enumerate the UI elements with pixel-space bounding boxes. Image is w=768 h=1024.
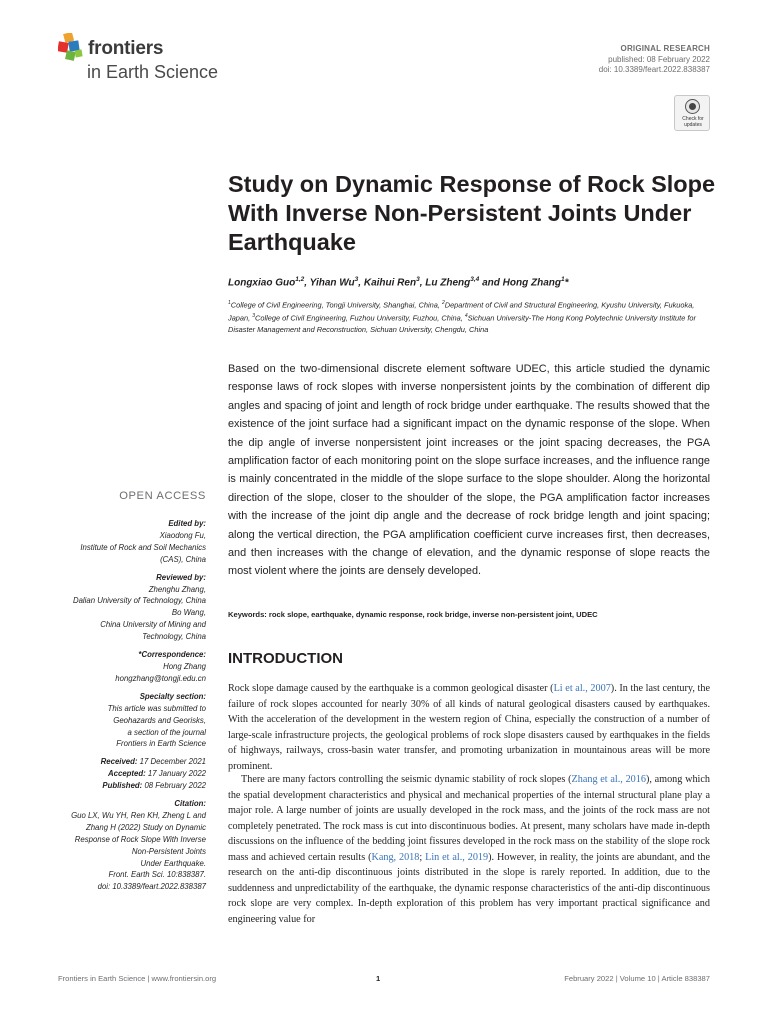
sidebar-line: China University of Mining and xyxy=(100,620,206,630)
citation-link[interactable]: Lin et al., 2019 xyxy=(425,851,489,863)
sidebar-line: Bo Wang, xyxy=(171,608,206,618)
sidebar-line: Zhang H (2022) Study on Dynamic xyxy=(85,822,206,832)
sidebar-line: Technology, China xyxy=(142,632,206,642)
author-name[interactable]: Lu Zheng xyxy=(425,277,471,289)
affiliation-number: 3 xyxy=(252,313,256,320)
reviewer-info xyxy=(40,584,206,644)
section-heading-introduction: INTRODUCTION xyxy=(228,650,343,667)
author-affiliation-number: 3,4 xyxy=(470,276,480,283)
affiliations xyxy=(228,298,718,336)
footer-issue: February 2022 | Volume 10 | Article 838387 xyxy=(564,974,710,983)
specialty-section-info xyxy=(40,703,206,751)
journal-logo xyxy=(58,33,238,83)
keywords: Keywords: rock slope, earthquake, dynamic response, rock bridge, inverse non-persistent joint, UDEC xyxy=(228,610,598,619)
frontiers-logo-icon xyxy=(58,33,84,63)
citation-link[interactable]: Li et al., 2007 xyxy=(553,683,611,694)
author-affiliation-number: 3 xyxy=(354,276,359,283)
article-sidebar xyxy=(40,518,206,893)
logo-journal-name: in Earth Science xyxy=(87,62,219,82)
reviewed-by-label: Reviewed by: xyxy=(156,572,206,582)
affiliation-text: Sichuan University-The Hong Kong Polytechnic University Institute for Disaster Management and Reconstruction, Sichuan University, Chengdu, China xyxy=(228,313,696,335)
editor-info xyxy=(40,530,206,566)
citation-info xyxy=(40,810,206,893)
author-list: Longxiao Guo$^{1,2}$, Yihan Wu$^3$, Kaihui Ren$^3$, Lu Zheng$^{3,4}$ and Hong Zhang$^1$* xyxy=(228,276,569,289)
citation-link[interactable]: Zhang et al., 2016 xyxy=(571,774,646,785)
article-doi[interactable]: doi: 10.3389/feart.2022.838387 xyxy=(598,65,710,74)
check-updates-label: Check for updates xyxy=(682,116,704,128)
sidebar-line: Institute of Rock and Soil Mechanics xyxy=(80,542,206,552)
citation-link[interactable]: Kang, 2018 xyxy=(371,851,420,863)
footer-journal[interactable]: Frontiers in Earth Science | www.frontiersin.org xyxy=(58,974,217,983)
sidebar-line: This article was submitted to xyxy=(107,703,206,713)
affiliation-number: 2 xyxy=(441,300,445,306)
sidebar-line: Non-Persistent Joints xyxy=(131,846,206,856)
article-meta xyxy=(599,44,710,76)
sidebar-line: Under Earthquake. xyxy=(140,858,206,868)
sidebar-line: a section of the journal xyxy=(127,727,206,737)
citation-label: Citation: xyxy=(174,799,206,809)
published-date-sidebar: Published: 08 February 2022 xyxy=(102,781,206,791)
affiliation-text: Department of Civil and Structural Engineering, Kyushu University, Fukuoka, Japan, xyxy=(228,300,695,323)
sidebar-line: Xiaodong Fu, xyxy=(159,530,206,540)
sidebar-line: Response of Rock Slope With Inverse xyxy=(74,834,206,844)
body-paragraph-1: Rock slope damage caused by the earthquake is a common geological disaster (Li et al., 2007). In the last century, the failure of rock slopes accounted for nearly 30% of all kinds of natural geological disasters caused by earthquakes. With the acceleration of the development in the western region of China, especially the construction of a number of large-scale infrastructure projects, the geological problems of rock slope disasters caused by earthquakes in the fields of highways, railways, cross-basin water transfer, and promoting urbanization in mountainous areas will be more prominent. xyxy=(228,683,710,772)
sidebar-line: Front. Earth Sci. 10:838387. xyxy=(108,870,206,880)
author-name[interactable]: Hong Zhang xyxy=(502,277,561,289)
sidebar-line: (CAS), China xyxy=(160,554,206,564)
sidebar-line: doi: 10.3389/feart.2022.838387 xyxy=(97,882,206,892)
author-name[interactable]: Longxiao Guo xyxy=(228,277,296,289)
author-affiliation-number: 3 xyxy=(416,276,420,283)
abstract: Based on the two-dimensional discrete element software UDEC, this article studied the dynamic response laws of rock slopes with inverse nonpersistent joints by the combination of different dip angles and spacing of joint and length of rock bridge under earthquake. The results showed that the existence of the joint surface had a significant impact on the dynamic response of the slope. When the dip angle of inverse nonpersistent joint increases or the joint spacing decreases, the PGA amplification factor of each monitoring point on the slope surface increases, and the influence range is mainly concentrated in the middle of the slope surface to the slope shoulder. Along the horizontal direction of the slope, closer to the shoulder of the slope, the PGA amplification factor increases with the increase of the joint dip angle and the decrease of rock bridge length and joint spacing; along the vertical direction, the PGA amplification coefficient curve increases first, then decreases, and then increases with the change of elevation, and the dynamic response of slope reacts the most violent where the joints are densely developed. xyxy=(228,363,710,578)
author-name[interactable]: Yihan Wu xyxy=(309,277,355,289)
author-name[interactable]: Kaihui Ren xyxy=(363,277,417,289)
sidebar-line: Dalian University of Technology, China xyxy=(72,596,206,606)
correspondence-info xyxy=(40,661,206,685)
sidebar-line: Hong Zhang xyxy=(163,661,206,671)
page-number: 1 xyxy=(376,974,381,983)
article-type: ORIGINAL RESEARCH xyxy=(620,44,710,53)
affiliation-text: College of Civil Engineering, Tongji University, Shanghai, China, xyxy=(230,300,442,310)
sidebar-line: Geohazards and Georisks, xyxy=(113,715,206,725)
sidebar-line: Frontiers in Earth Science xyxy=(116,739,206,749)
body-paragraph-2: There are many factors controlling the seismic dynamic stability of rock slopes (Zhang et al., 2016), among which the spatial development characteristics and physical and mechanical properties of the internal structural plane play a major role. A large number of joints are usually developed in the rock mass, and the joints of the rock mass are not completely penetrated. The rock mass is cut into discontinuous bodies. At present, many scholars have made in-depth discussions on the influence of the bedding joint fissures developed in the rock mass on the stability of the slope rock mass and achieved certain results (Kang, 2018; Lin et al., 2019). However, in reality, the joints are abundant, and the research on the anti-dip discontinuous joints distributed in the slope is rarely reported. In addition, due to the suddenness and unpredictability of the earthquake, the dynamic response characteristics of the anti-dip discontinuous rock slope are very complex. In-depth exploration of this problem has very important practical significance and engineering value for xyxy=(228,774,710,925)
specialty-section-label: Specialty section: xyxy=(139,691,206,701)
received-date: Received: 17 December 2021 xyxy=(100,757,206,767)
logo-wordmark: frontiers xyxy=(88,38,164,59)
correspondence-label: *Correspondence: xyxy=(138,650,206,660)
author-affiliation-number: 1,2 xyxy=(295,276,305,283)
open-access-label: OPEN ACCESS xyxy=(119,490,206,502)
sidebar-line: Zhenghu Zhang, xyxy=(148,584,206,594)
affiliation-number: 1 xyxy=(228,300,231,306)
edited-by-label: Edited by: xyxy=(168,519,206,528)
author-affiliation-number: 1 xyxy=(560,276,565,283)
affiliation-text: College of Civil Engineering, Fuzhou University, Fuzhou, China, xyxy=(255,313,465,323)
affiliation-number: 4 xyxy=(464,313,468,320)
check-updates-icon xyxy=(685,99,700,114)
accepted-date: Accepted: 17 January 2022 xyxy=(108,769,206,779)
published-date: published: 08 February 2022 xyxy=(608,54,710,64)
sidebar-line: Guo LX, Wu YH, Ren KH, Zheng L and xyxy=(71,810,206,820)
check-for-updates-badge[interactable] xyxy=(674,95,710,131)
sidebar-line: hongzhang@tongji.edu.cn xyxy=(115,673,206,683)
article-title: Study on Dynamic Response of Rock Slope With Inverse Non-Persistent Joints Under Earthquake xyxy=(228,171,716,255)
